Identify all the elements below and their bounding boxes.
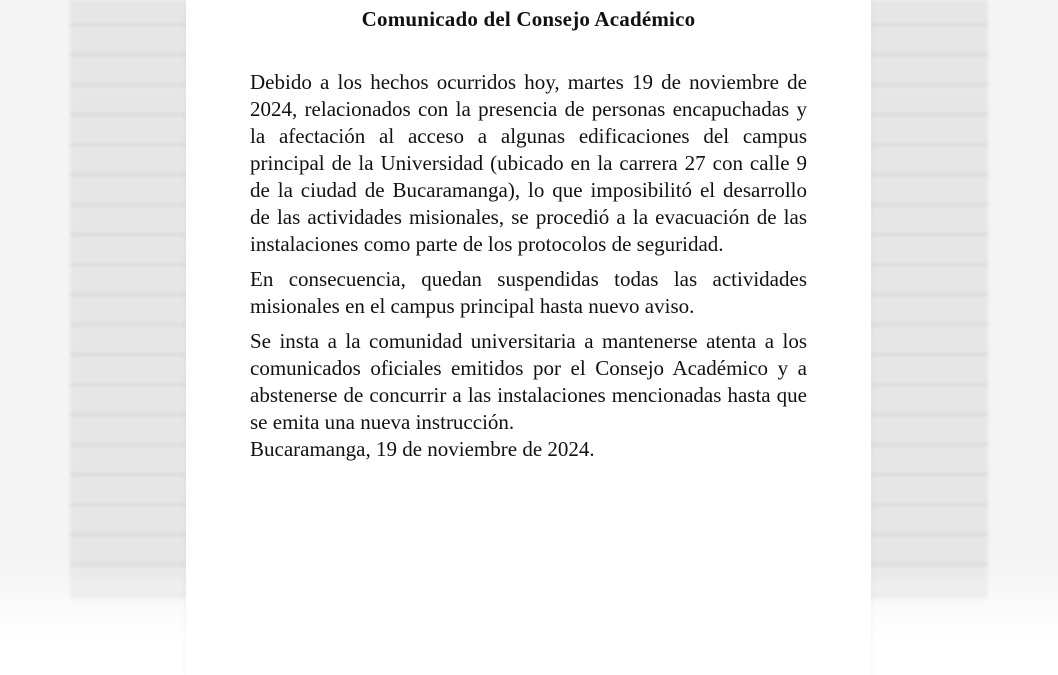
paragraph-suspension: En consecuencia, quedan suspendidas todas las actividades misionales en el campus principal hasta nuevo aviso. — [250, 267, 807, 318]
document-body — [250, 69, 807, 463]
signature-line: Bucaramanga, 19 de noviembre de 2024. — [250, 437, 595, 461]
paragraph-incident: Debido a los hechos ocurridos hoy, martes 19 de noviembre de 2024, relacionados con la presencia de personas encapuchadas y la afectación al acceso a algunas edificaciones del campus principal de la Universidad (ubicado en la carrera 27 con calle 9 de la ciudad de Bucaramanga), lo que imposibilitó el desarrollo de las actividades misionales, se procedió a la evacuación de las instalaciones como parte de los protocolos de seguridad. — [250, 70, 807, 256]
paragraph-instruction: Se insta a la comunidad universitaria a mantenerse atenta a los comunicados oficiales emitidos por el Consejo Académico y a abstenerse de concurrir a las instalaciones mencionadas hasta que se emita una nueva instrucción. — [250, 329, 807, 434]
document-page — [186, 0, 871, 675]
document-title: Comunicado del Consejo Académico — [361, 7, 696, 31]
background-blur-left — [70, 0, 188, 600]
background-blur-right — [870, 0, 988, 600]
